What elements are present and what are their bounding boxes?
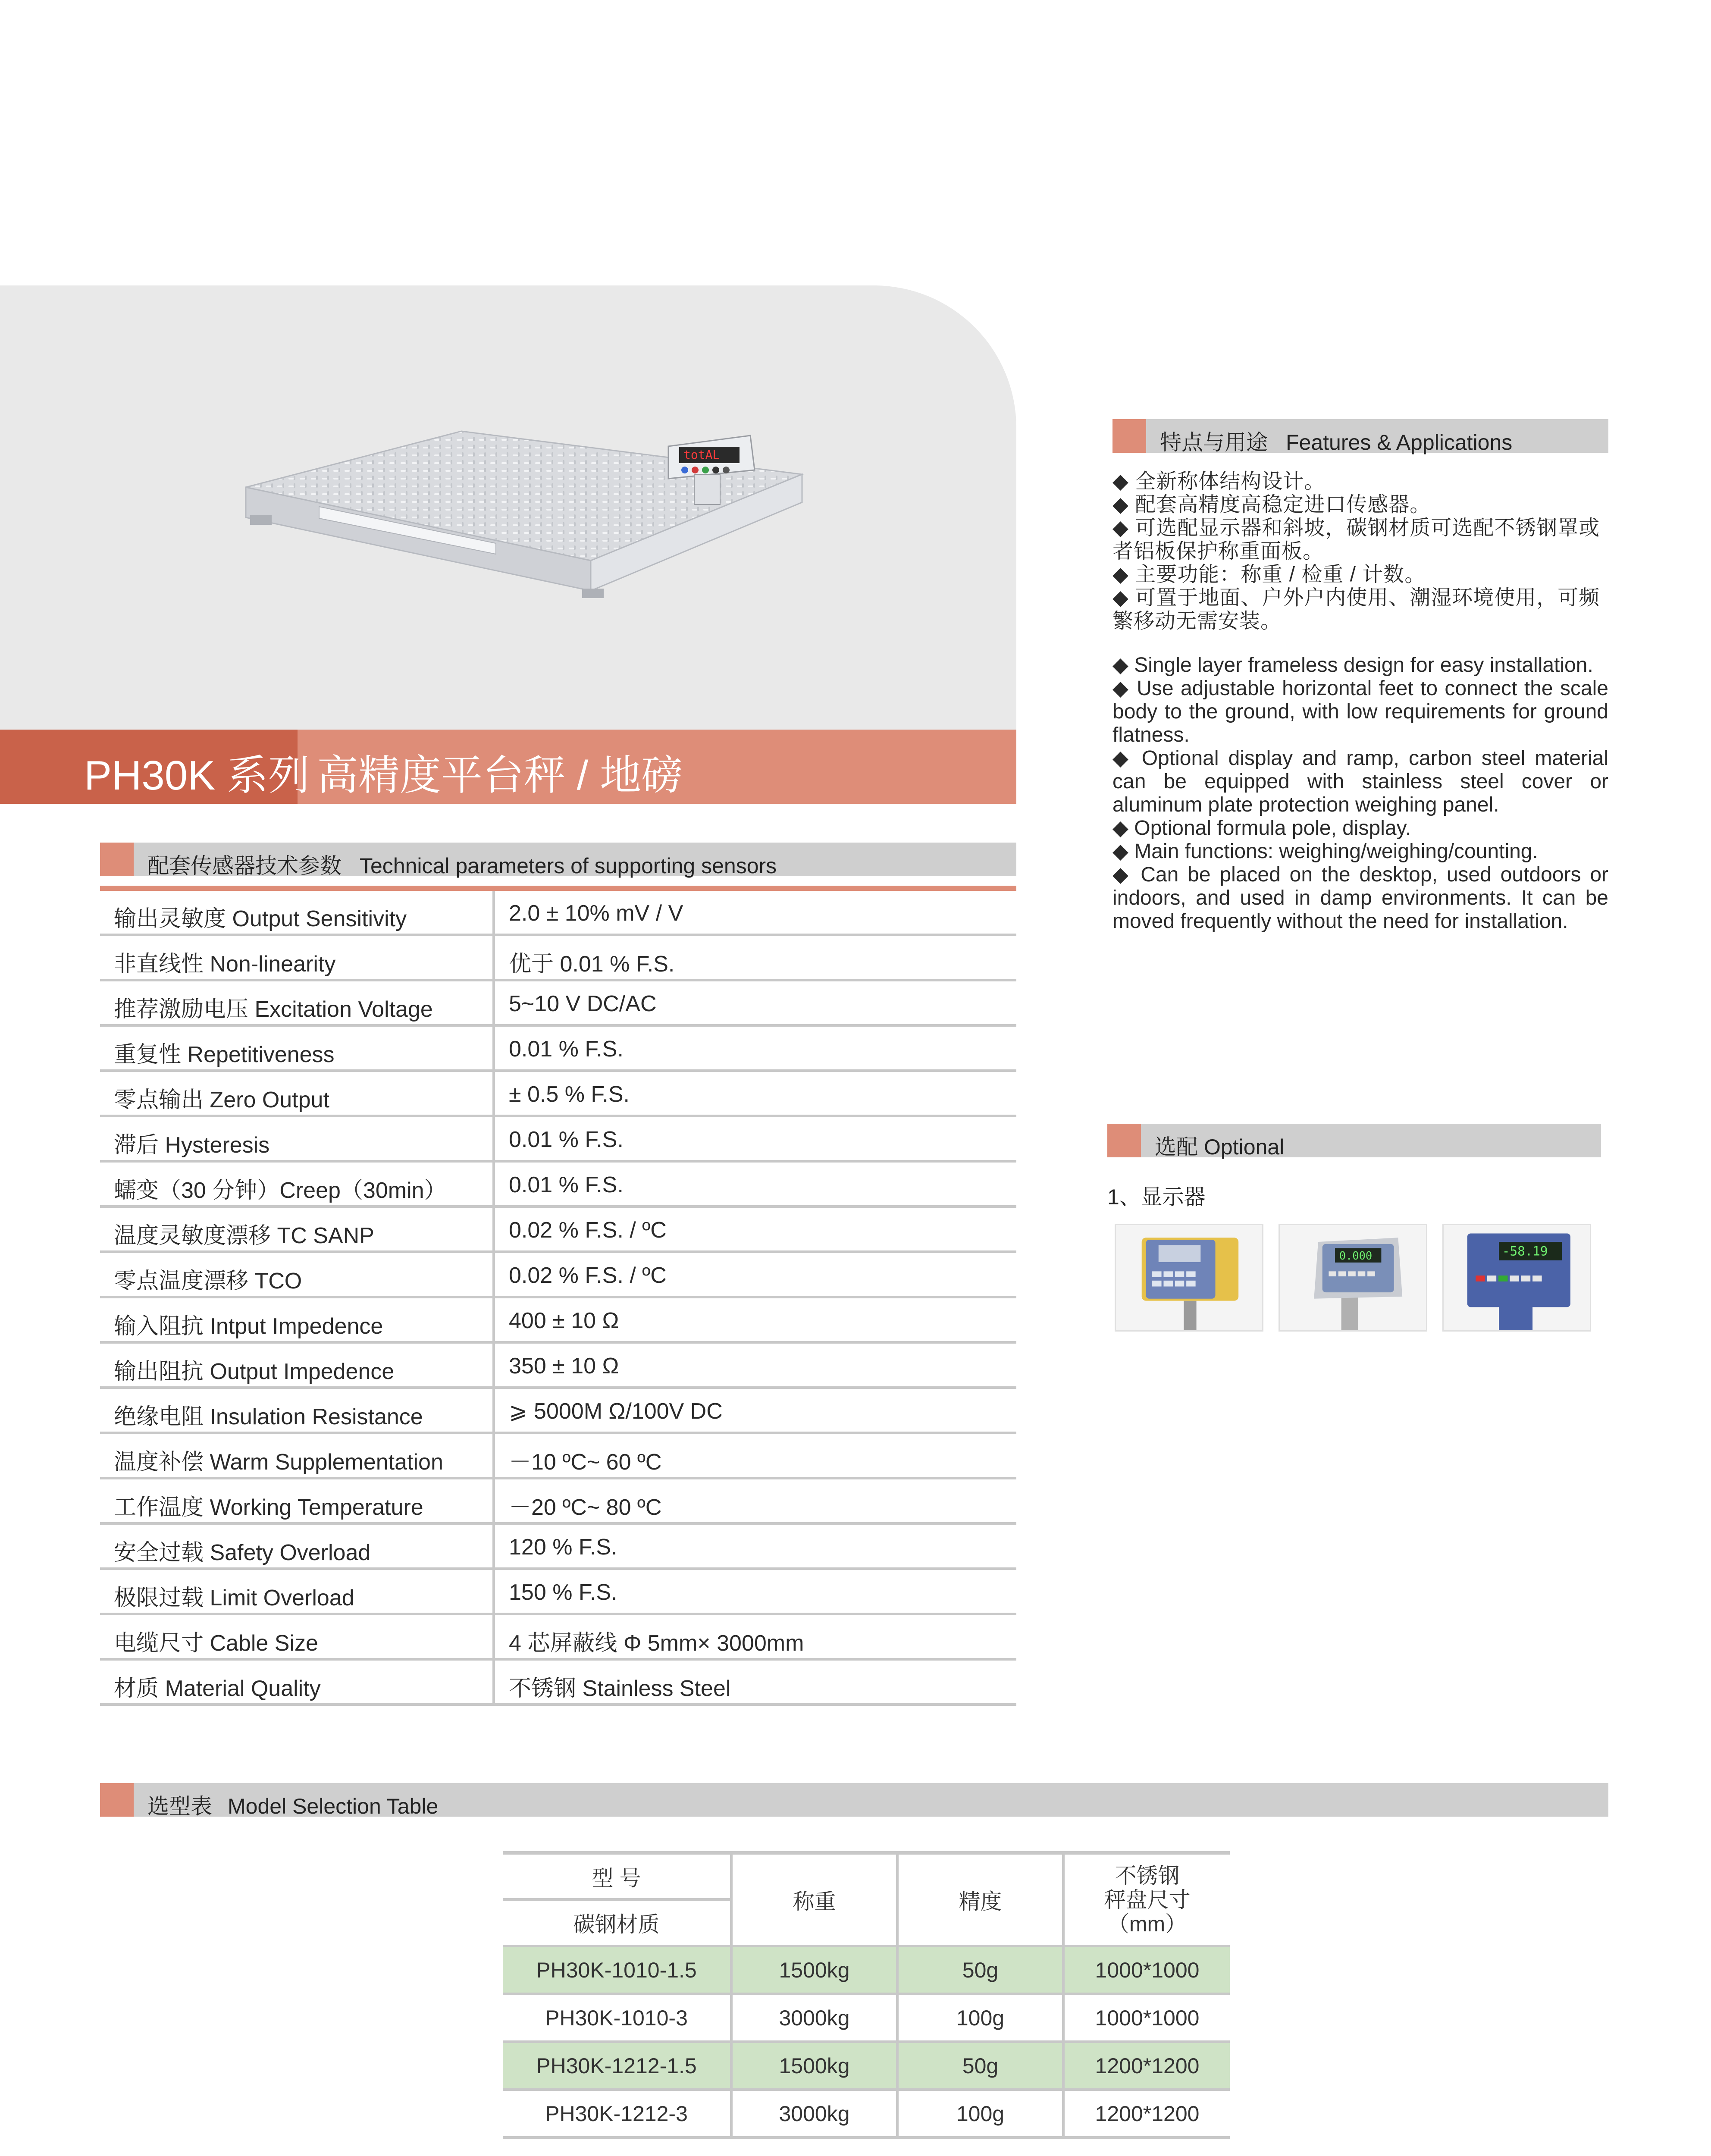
svg-text:0.000: 0.000 xyxy=(1339,1249,1373,1263)
feature-item: ◆ 全新称体结构设计。 xyxy=(1112,470,1326,493)
header-precision: 精度 xyxy=(897,1853,1063,1946)
features-header xyxy=(1112,419,1608,453)
params-top-rule xyxy=(100,886,1016,891)
display-image xyxy=(1280,1225,1426,1330)
display-option-2 xyxy=(1279,1224,1427,1332)
feature-item: ◆ 可选配显示器和斜坡，碳钢材质可选配不锈钢罩或者铝板保护称重面板。 xyxy=(1112,517,1600,563)
sensor-params-table xyxy=(100,891,1016,1706)
feature-item: ◆ 可置于地面、户外户内使用、潮湿环境使用，可频繁移动无需安装。 xyxy=(1112,586,1600,633)
header-size: 不锈钢 秤盘尺寸 （mm） xyxy=(1063,1853,1230,1946)
feature-item: ◆ Optional display and ramp, carbon steel material can be equipped with stainless steel cover or aluminum plate protection weighing panel. xyxy=(1112,747,1608,816)
param-row: 安全过载 Safety Overload 120 % F.S. xyxy=(100,1525,1016,1570)
feature-item: ◆ 配套高精度高稳定进口传感器。 xyxy=(1112,493,1431,516)
param-row: 零点温度漂移 TCO 0.02 % F.S. / ºC xyxy=(100,1253,1016,1298)
param-row: 重复性 Repetitiveness 0.01 % F.S. xyxy=(100,1027,1016,1072)
section-label: 选配 Optional xyxy=(1155,1135,1285,1159)
features-en-list xyxy=(1112,654,1608,933)
feature-item: ◆ Can be placed on the desktop, used outdoors or indoors, and used in damp environments. It can be moved frequently without the need for installation. xyxy=(1112,863,1608,933)
param-row: 输出阻抗 Output Impedence 350 ± 10 Ω xyxy=(100,1344,1016,1389)
table-row: PH30K-1212-1.5 1500kg 50g 1200*1200 xyxy=(503,2042,1230,2090)
section-label: 选型表 Model Selection Table xyxy=(147,1794,439,1818)
feature-item: ◆ Single layer frameless design for easy installation. xyxy=(1112,654,1593,677)
features-cn-list xyxy=(1112,470,1608,633)
param-row: 非直线性 Non-linearity 优于 0.01 % F.S. xyxy=(100,936,1016,981)
param-row: 输入阻抗 Intput Impedence 400 ± 10 Ω xyxy=(100,1298,1016,1344)
svg-text:totAL: totAL xyxy=(683,448,720,462)
table-row: PH30K-1010-3 3000kg 100g 1000*1000 xyxy=(503,1994,1230,2042)
features-text xyxy=(1112,470,1608,933)
sensor-params-header xyxy=(100,843,1016,876)
param-row: 绝缘电阻 Insulation Resistance ⩾ 5000M Ω/100V DC xyxy=(100,1389,1016,1434)
header-model: 型 号 xyxy=(503,1853,731,1899)
param-row: 温度补偿 Warm Supplementation －10 ºC~ 60 ºC xyxy=(100,1434,1016,1479)
display-option-3 xyxy=(1442,1224,1591,1332)
section-label: 特点与用途 Features & Applications xyxy=(1160,430,1513,454)
title-banner xyxy=(0,730,1016,804)
section-marker xyxy=(1107,1124,1141,1157)
model-selection-table xyxy=(503,1851,1230,2139)
optional-item-label: 1、显示器 xyxy=(1107,1185,1206,1209)
header-weight: 称重 xyxy=(731,1853,897,1946)
optional-header xyxy=(1107,1124,1601,1157)
param-row: 推荐激励电压 Excitation Voltage 5~10 V DC/AC xyxy=(100,981,1016,1027)
svg-text:-58.19: -58.19 xyxy=(1502,1244,1548,1259)
table-row: PH30K-1010-1.5 1500kg 50g 1000*1000 xyxy=(503,1946,1230,1994)
param-row: 滞后 Hysteresis 0.01 % F.S. xyxy=(100,1117,1016,1163)
feature-item: ◆ 主要功能：称重 / 检重 / 计数。 xyxy=(1112,563,1426,586)
display-image xyxy=(1444,1225,1590,1330)
table-row: PH30K-1212-3 3000kg 100g 1200*1200 xyxy=(503,2090,1230,2137)
section-marker xyxy=(100,843,134,876)
header-material: 碳钢材质 xyxy=(573,1912,660,1937)
param-row: 输出灵敏度 Output Sensitivity 2.0 ± 10% mV / V xyxy=(100,891,1016,936)
param-row: 极限过载 Limit Overload 150 % F.S. xyxy=(100,1570,1016,1615)
platform-scale-image xyxy=(220,405,815,630)
feature-item: ◆ Use adjustable horizontal feet to connect the scale body to the ground, with low requirements for ground flatness. xyxy=(1112,677,1608,746)
param-row: 材质 Material Quality 不锈钢 Stainless Steel xyxy=(100,1661,1016,1706)
section-marker xyxy=(100,1783,134,1817)
section-label: 配套传感器技术参数 Technical parameters of supporting sensors xyxy=(147,854,777,878)
param-row: 蠕变（30 分钟）Creep（30min） 0.01 % F.S. xyxy=(100,1163,1016,1208)
section-marker xyxy=(1112,419,1146,453)
display-option-1 xyxy=(1115,1224,1263,1332)
feature-item: ◆ Main functions: weighing/weighing/counting. xyxy=(1112,840,1538,863)
param-row: 电缆尺寸 Cable Size 4 芯屏蔽线 Φ 5mm× 3000mm xyxy=(100,1615,1016,1661)
param-row: 工作温度 Working Temperature －20 ºC~ 80 ºC xyxy=(100,1479,1016,1525)
model-selection-header xyxy=(100,1783,1608,1817)
display-image xyxy=(1116,1225,1262,1330)
feature-item: ◆ Optional formula pole, display. xyxy=(1112,817,1411,840)
param-row: 温度灵敏度漂移 TC SANP 0.02 % F.S. / ºC xyxy=(100,1208,1016,1253)
param-row: 零点输出 Zero Output ± 0.5 % F.S. xyxy=(100,1072,1016,1117)
product-title: 高精度平台秤 / 地磅 xyxy=(317,752,683,799)
series-title: PH30K 系列 xyxy=(84,752,310,799)
